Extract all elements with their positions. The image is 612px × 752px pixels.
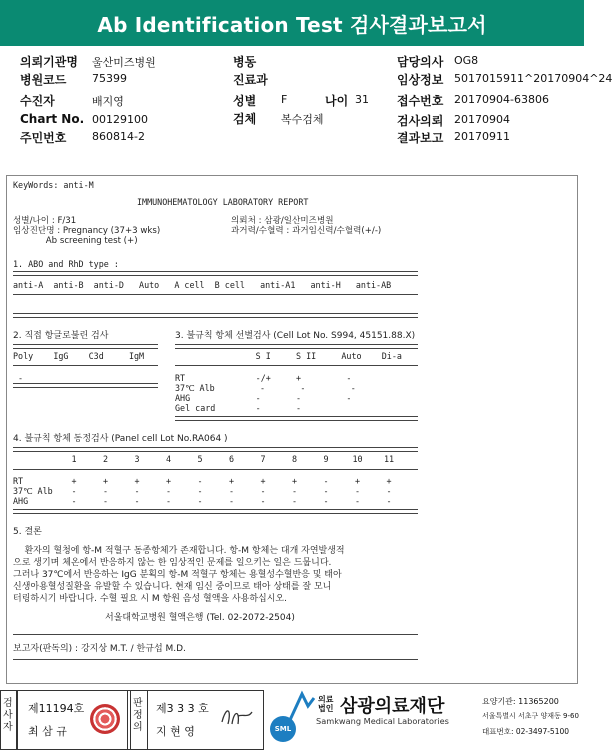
panel-result-cell: - — [323, 486, 329, 496]
facility-code: 요양기관: 11365200 — [482, 697, 559, 706]
panel-result-cell: - — [386, 496, 392, 506]
report-title: Ab Identification Test 검사결과보고서 — [0, 0, 584, 46]
conclusion-line: 터링하시기 바랍니다. 수혈 필요 시 M 항원 음성 혈액을 사용하십시오. — [13, 594, 287, 604]
receipt-no-value: 20170904-63806 — [454, 93, 549, 106]
org-phone: 대표번호: 02-3497-5100 — [482, 727, 570, 736]
age-value: 31 — [355, 93, 369, 106]
panel-result-cell: - — [197, 486, 203, 496]
org-english-name: Samkwang Medical Laboratories — [316, 716, 449, 726]
conclusion-line: 으로 생기며 체온에서 반응하지 않는 한 임상적인 문제를 일으키는 일은 드뭅니다. — [13, 558, 332, 568]
panel-cell-number: 9 — [323, 454, 329, 464]
hospital-code-label: 병원코드 — [20, 73, 67, 87]
request-date-label: 검사의뢰 — [397, 114, 444, 128]
screening-row: AHG - - - — [175, 393, 352, 403]
examiner-name: 최 삼 규 — [28, 725, 67, 738]
resident-no-value: 860814-2 — [92, 130, 145, 143]
screening-row: Gel card - - — [175, 403, 302, 413]
separator — [13, 313, 418, 318]
panel-cell-number: 8 — [291, 454, 298, 464]
panel-result-cell: - — [102, 486, 109, 496]
panel-result-cell: - — [291, 486, 298, 496]
separator — [175, 416, 418, 421]
panel-cell-number: 1 — [71, 454, 77, 464]
panel-result-cell: + — [260, 476, 266, 486]
separator — [13, 447, 418, 452]
reporter-line: 보고자(판독의) : 강지상 M.T. / 한규섭 M.D. — [13, 644, 186, 654]
diagnosis-line-2: Ab screening test (+) — [13, 236, 138, 246]
panel-cell-number: 7 — [260, 454, 266, 464]
panel-result-cell: - — [228, 496, 235, 506]
chart-no-label: Chart No. — [20, 112, 85, 126]
separator — [175, 365, 418, 366]
panel-result-cell: + — [386, 476, 392, 486]
hospital-value: 울산미즈병원 — [92, 56, 156, 69]
doctor-label: 담당의사 — [397, 55, 444, 69]
history-line: 과거력/수혈력 : 과거임신력/수혈력(+/-) — [231, 226, 382, 236]
panel-result-cell: - — [260, 496, 266, 506]
dept-label: 진료과 — [233, 73, 268, 87]
sex-value: F — [281, 93, 288, 106]
panel-result-cell: - — [197, 496, 203, 506]
panel-result-cell: - — [354, 496, 361, 506]
clinical-info-label: 임상정보 — [397, 73, 444, 87]
panel-result-cell: + — [228, 476, 235, 486]
patient-label: 수진자 — [20, 94, 55, 108]
org-address: 서울특별시 서초구 양재동 9-60 — [482, 712, 579, 720]
section-5-title: 5. 결론 — [13, 527, 42, 537]
dat-value: - — [13, 373, 24, 383]
org-prefix: 의료법인 — [318, 695, 334, 713]
section-2-title: 2. 직접 항글로불린 검사 — [13, 331, 109, 341]
separator — [13, 294, 418, 295]
examiner-label: 검사자 — [3, 698, 13, 733]
panel-cell-number: 3 — [134, 454, 140, 464]
panel-row-label: AHG — [13, 496, 29, 506]
panel-results — [7, 476, 427, 510]
reviewer-label: 판정의 — [133, 698, 143, 733]
conclusion-line: 그러나 37℃에서 반응하는 IgG 분획의 항-M 적혈구 항체는 용혈성수혈반응 및 태아 — [13, 570, 342, 580]
panel-cell-number: 4 — [165, 454, 172, 464]
panel-result-cell: - — [260, 486, 266, 496]
panel-result-cell: - — [323, 496, 329, 506]
panel-result-cell: + — [291, 476, 298, 486]
clinical-info-value: 5017015911^20170904^24 — [454, 72, 612, 85]
panel-result-cell: - — [291, 496, 298, 506]
hospital-label: 의뢰기관명 — [20, 55, 78, 69]
report-date-value: 20170911 — [454, 130, 510, 143]
panel-result-cell: - — [323, 476, 329, 486]
abo-header: anti-A anti-B anti-D Auto A cell B cell anti-A1 anti-H anti-AB — [13, 280, 392, 290]
panel-result-cell: - — [165, 486, 172, 496]
conclusion-line: 환자의 혈청에 항-M 적혈구 동종항체가 존재합니다. 항-M 항체는 대개 자연발생적 — [13, 546, 345, 556]
panel-result-cell: + — [165, 476, 172, 486]
panel-cell-number: 5 — [197, 454, 203, 464]
footer — [0, 688, 584, 752]
panel-result-cell: - — [134, 496, 140, 506]
screening-row: 37℃ Alb - - - — [175, 383, 356, 393]
specimen-value: 복수검체 — [281, 113, 324, 126]
separator — [13, 659, 418, 660]
section-4-title: 4. 불규칙 항체 동정검사 (Panel cell Lot No.RA064 ) — [13, 434, 228, 444]
panel-result-cell: - — [102, 496, 109, 506]
panel-row-label: RT — [13, 476, 24, 486]
chart-no-value: 00129100 — [92, 113, 148, 126]
receipt-no-label: 접수번호 — [397, 94, 444, 108]
panel-cell-number: 2 — [102, 454, 109, 464]
panel-result-cell: - — [228, 486, 235, 496]
panel-cell-number: 6 — [228, 454, 235, 464]
panel-row-label: 37℃ Alb — [13, 486, 53, 496]
hospital-line: 서울대학교병원 혈액은행 (Tel. 02-2072-2504) — [105, 613, 295, 623]
separator — [13, 365, 158, 366]
panel-result-cell: - — [354, 486, 361, 496]
reviewer-name: 지 현 영 — [156, 725, 195, 738]
panel-cell-number: 11 — [383, 454, 395, 464]
separator — [13, 344, 158, 349]
screening-header: S I S II Auto Di-a — [175, 351, 402, 361]
keywords: KeyWords: anti-M — [13, 180, 94, 190]
panel-result-cell: - — [71, 486, 77, 496]
screening-row: RT -/+ + - — [175, 373, 352, 383]
diagnosis-line: 임상진단명 : Pregnancy (37+3 wks) — [13, 226, 161, 236]
panel-result-cell: - — [386, 486, 392, 496]
conclusion-line: 신생아용혈성질환을 유발할 수 있습니다. 현재 임신 중이므로 태아 상태를 잘 모니 — [13, 582, 332, 592]
separator — [13, 634, 418, 635]
panel-result-cell: - — [134, 486, 140, 496]
panel-column-header — [7, 454, 427, 466]
report-date-label: 결과보고 — [397, 131, 444, 145]
patient-value: 배지영 — [92, 95, 124, 108]
panel-result-cell: - — [197, 476, 203, 486]
reviewer-license: 제3 3 3 호 — [156, 702, 209, 715]
logo-cross-icon — [288, 692, 316, 722]
request-line: 의뢰처 : 삼광/일산미즈병원 — [231, 216, 334, 226]
ward-label: 병동 — [233, 55, 257, 69]
separator — [13, 271, 418, 276]
seal-stamp — [90, 704, 120, 734]
org-name: 삼광의료재단 — [340, 696, 445, 717]
lab-report-title: IMMUNOHEMATOLOGY LABORATORY REPORT — [137, 197, 309, 207]
resident-no-label: 주민번호 — [20, 131, 67, 145]
examiner-license: 제11194호 — [28, 702, 85, 715]
panel-result-cell: + — [102, 476, 109, 486]
patient-line: 성별/나이 : F/31 — [13, 216, 77, 226]
panel-result-cell: + — [354, 476, 361, 486]
section-3-title: 3. 불규칙 항체 선별검사 (Cell Lot No. S994, 45151.88.X) — [175, 331, 416, 341]
separator — [13, 509, 418, 514]
separator — [175, 344, 418, 349]
separator — [13, 469, 418, 470]
panel-result-cell: + — [134, 476, 140, 486]
panel-result-cell: + — [71, 476, 77, 486]
lab-report-document — [6, 175, 578, 684]
age-label: 나이 — [325, 94, 349, 108]
separator — [13, 383, 158, 388]
panel-result-cell: - — [71, 496, 77, 506]
sml-logo-icon: SML — [270, 716, 296, 742]
section-1-title: 1. ABO and RhD type : — [13, 259, 119, 269]
dat-header: Poly IgG C3d IgM — [13, 351, 145, 361]
panel-result-cell: - — [165, 496, 172, 506]
hospital-code-value: 75399 — [92, 72, 127, 85]
signature-icon — [218, 702, 254, 732]
panel-cell-number: 10 — [352, 454, 363, 464]
request-date-value: 20170904 — [454, 113, 510, 126]
doctor-value: OG8 — [454, 54, 479, 67]
sex-label: 성별 — [233, 94, 257, 108]
specimen-label: 검체 — [233, 112, 257, 126]
